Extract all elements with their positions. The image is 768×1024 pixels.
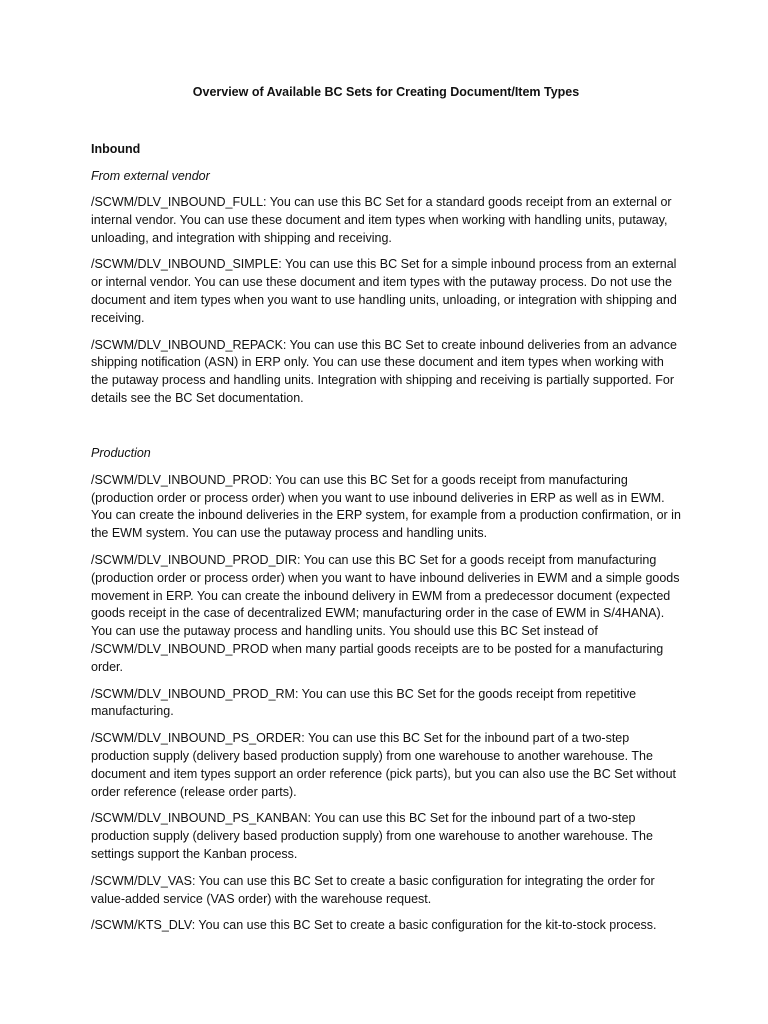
paragraph-dlv-inbound-prod: /SCWM/DLV_INBOUND_PROD: You can use this BC Set for a goods receipt from manufacturing (production order or process order) when you want to use inbound deliveries in ERP as well as in EWM. You can create the inbound deliveries in the ERP system, for example from a production confirmation, or in the EWM system. You can use the putaway process and handling units. bbox=[91, 472, 681, 541]
subheading-production: Production bbox=[91, 445, 151, 460]
paragraph-dlv-inbound-prod-rm: /SCWM/DLV_INBOUND_PROD_RM: You can use this BC Set for the goods receipt from repetitive manufacturing. bbox=[91, 686, 637, 719]
paragraph-dlv-inbound-ps-order: /SCWM/DLV_INBOUND_PS_ORDER: You can use this BC Set for the inbound part of a two-step production supply (delivery based production supply) from one warehouse to another warehouse. The document and item types support an order reference (pick parts), but you can also use the BC Set without order reference (release order parts). bbox=[91, 731, 677, 799]
paragraph-dlv-inbound-prod-dir: /SCWM/DLV_INBOUND_PROD_DIR: You can use this BC Set for a goods receipt from manufacturing (production order or process order) when you want to have inbound deliveries in EWM and a simple goods movement in ERP. You can create the inbound delivery in EWM from a predecessor document (expected goods receipt in the case of decentralized EWM; manufacturing order in the case of EWM in S/4HANA). You can use the putaway process and handling units. You should use this BC Set instead of /SCWM/DLV_INBOUND_PROD when many partial goods receipts are to be posted for a manufacturing order. bbox=[91, 552, 680, 674]
paragraph-kts-dlv: /SCWM/KTS_DLV: You can use this BC Set to create a basic configuration for the kit-to-stock process. bbox=[91, 918, 657, 933]
subheading-from-external-vendor: From external vendor bbox=[91, 169, 210, 183]
paragraph-dlv-inbound-simple: /SCWM/DLV_INBOUND_SIMPLE: You can use this BC Set for a simple inbound process from an external or internal vendor. You can use these document and item types with the putaway process. Do not use the document and item types when you want to use handling units, unloading, or integration with shipping and receiving. bbox=[91, 257, 677, 325]
document-body bbox=[91, 84, 681, 935]
paragraph-dlv-inbound-full: /SCWM/DLV_INBOUND_FULL: You can use this BC Set for a standard goods receipt from an external or internal vendor. You can use these document and item types when working with handling units, putaway, unloading, and integration with shipping and receiving. bbox=[91, 195, 672, 245]
document-title: Overview of Available BC Sets for Creating Document/Item Types bbox=[192, 85, 580, 99]
section-heading-inbound: Inbound bbox=[91, 142, 141, 156]
paragraph-dlv-inbound-ps-kanban: /SCWM/DLV_INBOUND_PS_KANBAN: You can use this BC Set for the inbound part of a two-step production supply (delivery based production supply) from one warehouse to another warehouse. The settings support the Kanban process. bbox=[91, 811, 653, 861]
paragraph-dlv-inbound-repack: /SCWM/DLV_INBOUND_REPACK: You can use this BC Set to create inbound deliveries from an advance shipping notification (ASN) in ERP only. You can use these document and item types when working with the putaway process and handling units. Integration with shipping and receiving is partially supported. For details see the BC Set documentation. bbox=[91, 337, 677, 405]
paragraph-dlv-vas: /SCWM/DLV_VAS: You can use this BC Set to create a basic configuration for integrating the order for value-added service (VAS order) with the warehouse request. bbox=[91, 873, 655, 906]
